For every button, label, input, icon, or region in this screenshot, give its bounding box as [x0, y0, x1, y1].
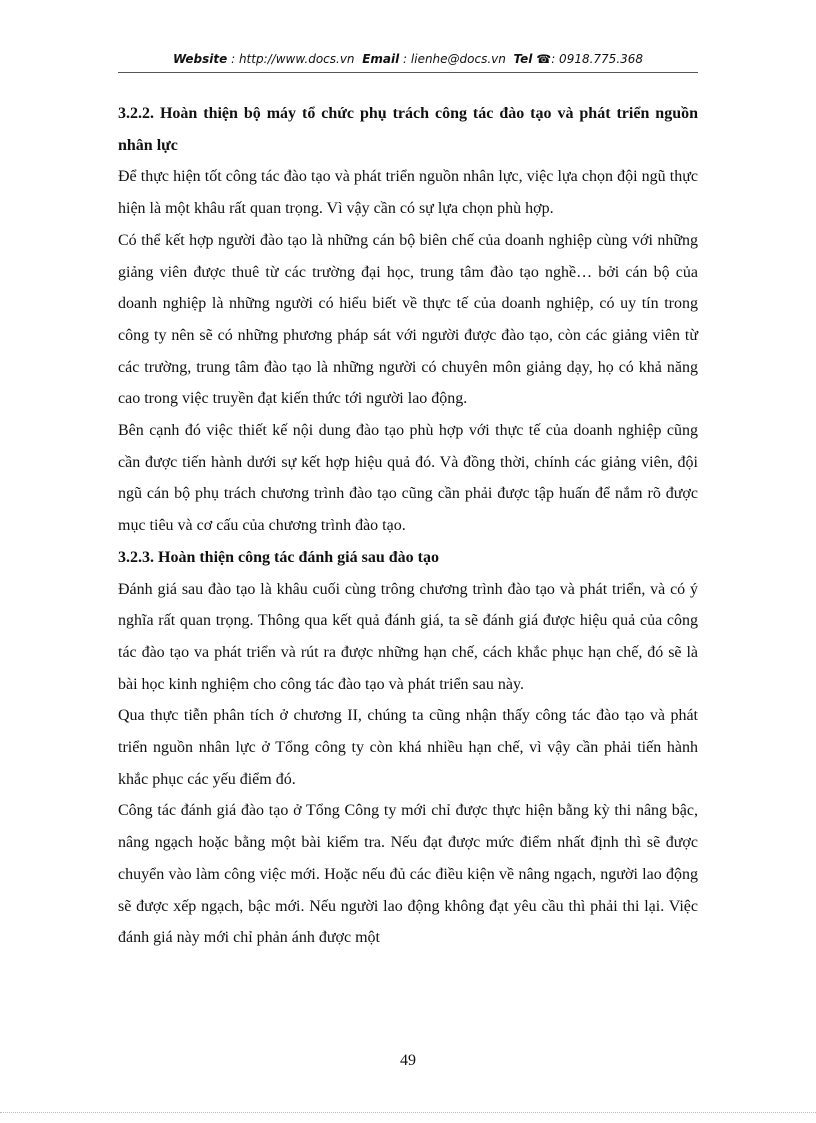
section-heading-3-2-3: 3.2.3. Hoàn thiện công tác đánh giá sau đào tạo	[118, 548, 439, 566]
email-label: Email	[362, 52, 400, 66]
page-bottom-divider	[0, 1112, 816, 1113]
paragraph: Đánh giá sau đào tạo là khâu cuối cùng trông chương trình đào tạo và phát triển, và có ý nghĩa rất quan trọng. Thông qua kết quả đánh giá, ta sẽ đánh giá được hiệu quả của công tác đào tạo va phát triển và rút ra được những hạn chế, cách khắc phục hạn chế, đó sẽ là bài học kinh nghiệm cho công tác đào tạo và phát triển sau này.	[118, 580, 698, 693]
tel-value: : 0918.775.368	[551, 52, 644, 66]
section-heading-3-2-2: 3.2.2. Hoàn thiện bộ máy tổ chức phụ trách công tác đào tạo và phát triển nguồn nhân lực	[118, 105, 698, 154]
paragraph: Công tác đánh giá đào tạo ở Tổng Công ty mới chỉ được thực hiện bằng kỳ thi nâng bậc, nâng ngạch hoặc bằng một bài kiểm tra. Nếu đạt được mức điểm nhất định thì sẽ được chuyển vào làm công việc mới. Hoặc nếu đủ các điều kiện về nâng ngạch, người lao động sẽ được xếp ngạch, bậc mới. Nếu người lao động không đạt yêu cầu thì phải thi lại. Việc đánh giá này mới chỉ phản ánh được một	[118, 802, 698, 947]
email-value: : lienhe@docs.vn	[403, 52, 506, 66]
page-header	[118, 52, 698, 66]
website-label: Website	[172, 52, 228, 66]
header-divider	[118, 72, 698, 73]
paragraph: Có thể kết hợp người đào tạo là những cán bộ biên chế của doanh nghiệp cùng với những giảng viên được thuê từ các trường đại học, trung tâm đào tạo nghề… bởi cán bộ của doanh nghiệp là những người có hiểu biết về thực tế của doanh nghiệp, có uy tín trong công ty nên sẽ có những phương pháp sát với người được đào tạo, còn các giảng viên từ các trường, trung tâm đào tạo là những người có chuyên môn giảng dạy, họ có khả năng cao trong việc truyền đạt kiến thức tới người lao động.	[118, 231, 698, 408]
page-number: 49	[400, 1052, 416, 1069]
phone-icon: ☎	[536, 52, 552, 66]
paragraph: Để thực hiện tốt công tác đào tạo và phát triển nguồn nhân lực, việc lựa chọn đội ngũ thực hiện là một khâu rất quan trọng. Vì vậy cần có sự lựa chọn phù hợp.	[118, 168, 698, 218]
document-body	[118, 98, 698, 954]
paragraph: Qua thực tiễn phân tích ở chương II, chúng ta cũng nhận thấy công tác đào tạo và phát triển nguồn nhân lực ở Tổng công ty còn khá nhiều hạn chế, vì vậy cần phải tiến hành khắc phục các yếu điểm đó.	[118, 707, 698, 788]
paragraph: Bên cạnh đó việc thiết kế nội dung đào tạo phù hợp với thực tế của doanh nghiệp cũng cần được tiến hành dưới sự kết hợp hiệu quả đó. Và đồng thời, chính các giảng viên, đội ngũ cán bộ phụ trách chương trình đào tạo cũng cần phải được tập huấn để nắm rõ được mục tiêu và cơ cấu của chương trình đào tạo.	[118, 422, 698, 535]
tel-label: Tel	[513, 52, 533, 66]
website-value: : http://www.docs.vn	[231, 52, 355, 66]
